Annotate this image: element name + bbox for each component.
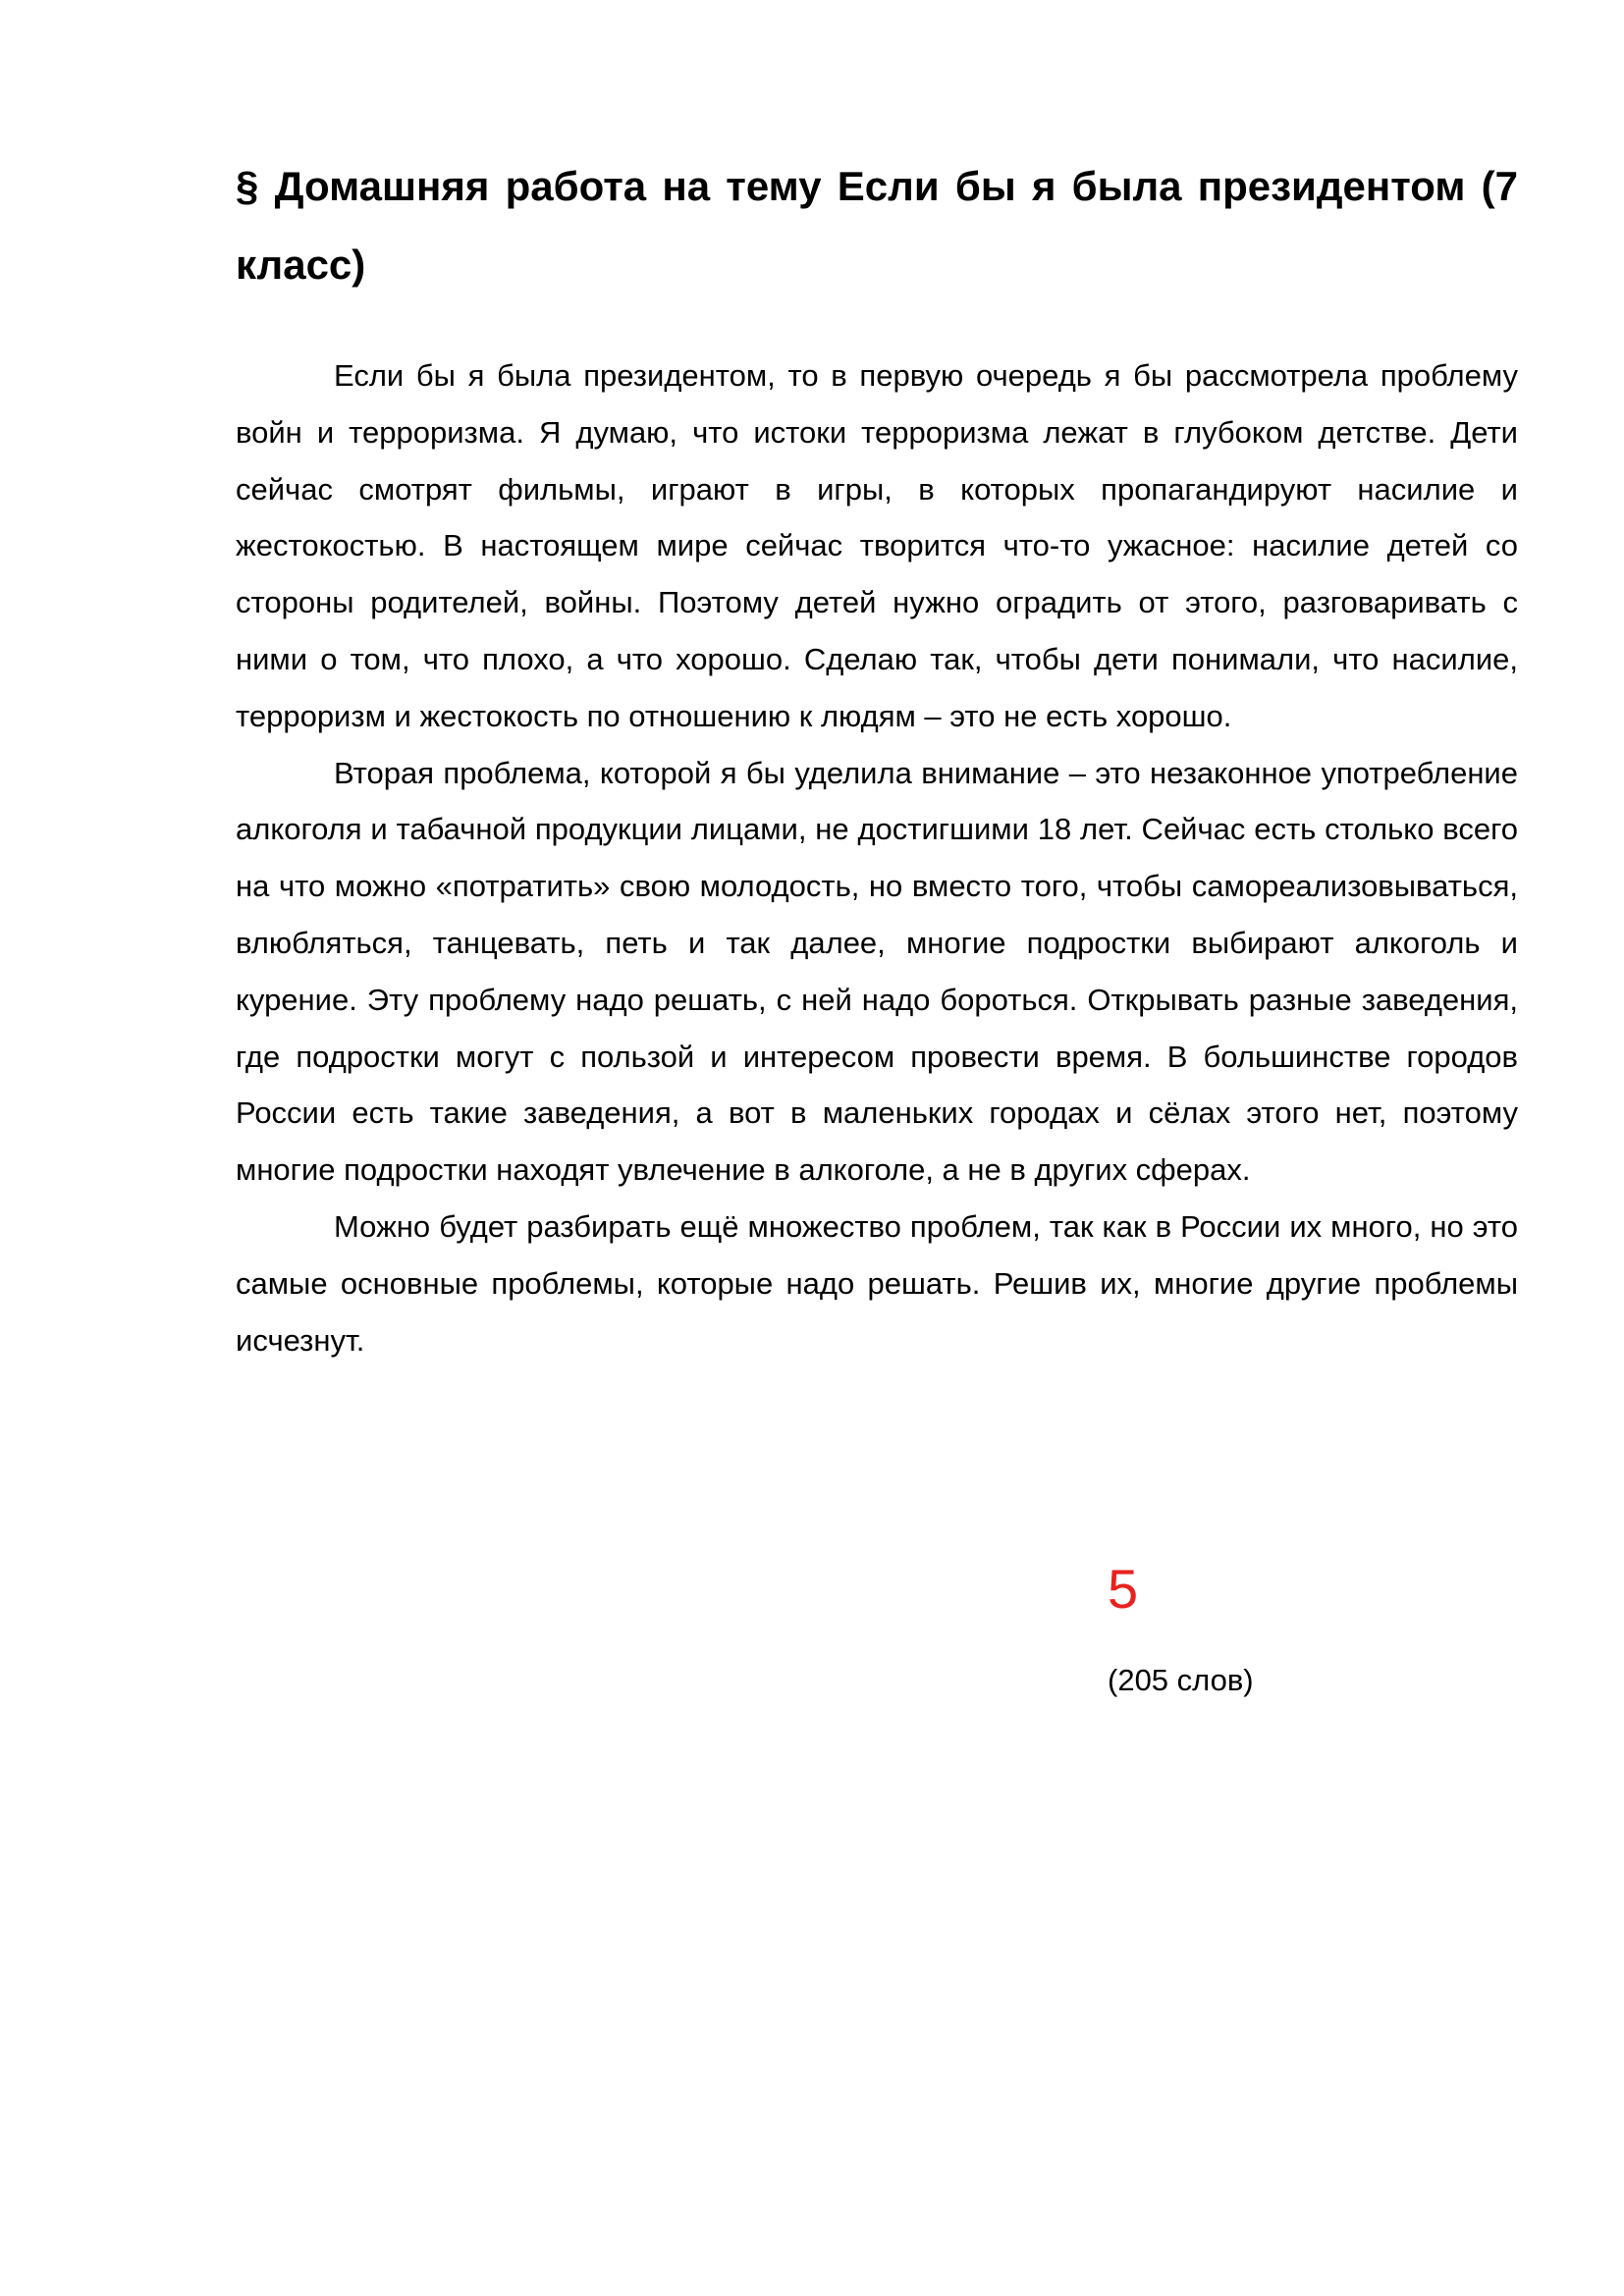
- essay-paragraph-1: Если бы я была президентом, то в первую очередь я бы рассмотрела проблему войн и терроризма. Я думаю, что истоки терроризма лежат в глубоком детстве. Дети сейчас смотрят фильмы, играют в игры, в которых пропагандируют насилие и жестокостью. В настоящем мире сейчас творится что-то ужасное: насилие детей со стороны родителей, войны. Поэтому детей нужно оградить от этого, разговаривать с ними о том, что плохо, а что хорошо. Сделаю так, чтобы дети понимали, что насилие, терроризм и жестокость по отношению к людям – это не есть хорошо.: [236, 358, 1518, 733]
- document-content: [236, 147, 1518, 1368]
- essay-paragraph-3: Можно будет разбирать ещё множество проблем, так как в России их много, но это самые основные проблемы, которые надо решать. Решив их, многие другие проблемы исчезнут.: [236, 1208, 1518, 1358]
- document-title: § Домашняя работа на тему Если бы я была президентом (7 класс): [236, 163, 1518, 288]
- grade-mark: 5: [1108, 1558, 1139, 1620]
- essay-body: [236, 347, 1518, 1368]
- essay-paragraph-2: Вторая проблема, которой я бы уделила внимание – это незаконное употребление алкоголя и табачной продукции лицами, не достигшими 18 лет. Сейчас есть столько всего на что можно «потратить» свою молодость, но вместо того, чтобы самореализовываться, влюбляться, танцевать, петь и так далее, многие подростки выбирают алкоголь и курение. Эту проблему надо решать, с ней надо бороться. Открывать разные заведения, где подростки могут с пользой и интересом провести время. В большинстве городов России есть такие заведения, а вот в маленьких городах и сёлах этого нет, поэтому многие подростки находят увлечение в алкоголе, а не в других сферах.: [236, 755, 1518, 1188]
- word-count: (205 слов): [1108, 1663, 1254, 1697]
